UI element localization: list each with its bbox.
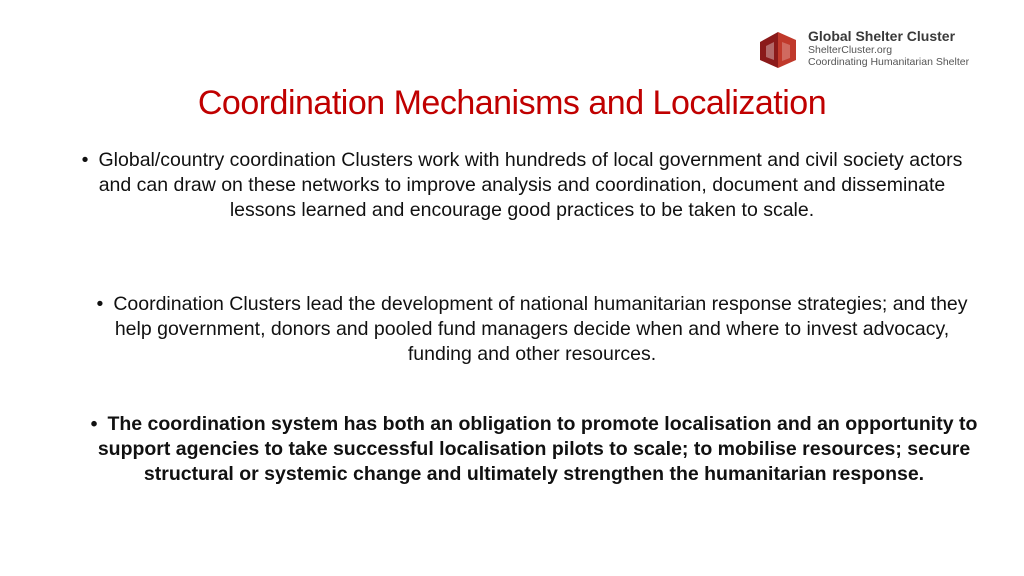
bullet-text: The coordination system has both an obligation to promote localisation and an opportunity to support agencies to take successful localisation pilots to scale; to mobilise resources; secure structural or systemic change and ultimately strengthen the humanitarian response. bbox=[97, 413, 978, 485]
global-shelter-cluster-logo bbox=[756, 28, 996, 72]
bullet-marker: • bbox=[90, 413, 98, 435]
hands-house-icon bbox=[756, 30, 800, 70]
bullet-text: Global/country coordination Clusters work with hundreds of local government and civil society actors and can draw on these networks to improve analysis and coordination, document and disseminate lessons learned and encourage good practices to be taken to scale. bbox=[98, 149, 963, 221]
logo-title: Global Shelter Cluster bbox=[808, 28, 956, 44]
bullet-item bbox=[86, 412, 982, 487]
bullet-item bbox=[72, 148, 972, 223]
bullet-text: Coordination Clusters lead the development of national humanitarian response strategies; and they help government, donors and pooled fund managers decide when and where to invest advocacy, funding and other resources. bbox=[113, 293, 968, 365]
bullet-marker: • bbox=[81, 149, 89, 171]
logo-url: ShelterCluster.org bbox=[808, 44, 893, 56]
bullet-item bbox=[82, 292, 982, 367]
bullet-marker: • bbox=[96, 293, 104, 315]
logo-tagline: Coordinating Humanitarian Shelter bbox=[808, 56, 970, 68]
slide-title: Coordination Mechanisms and Localization bbox=[197, 84, 827, 122]
logo-text bbox=[808, 28, 969, 68]
